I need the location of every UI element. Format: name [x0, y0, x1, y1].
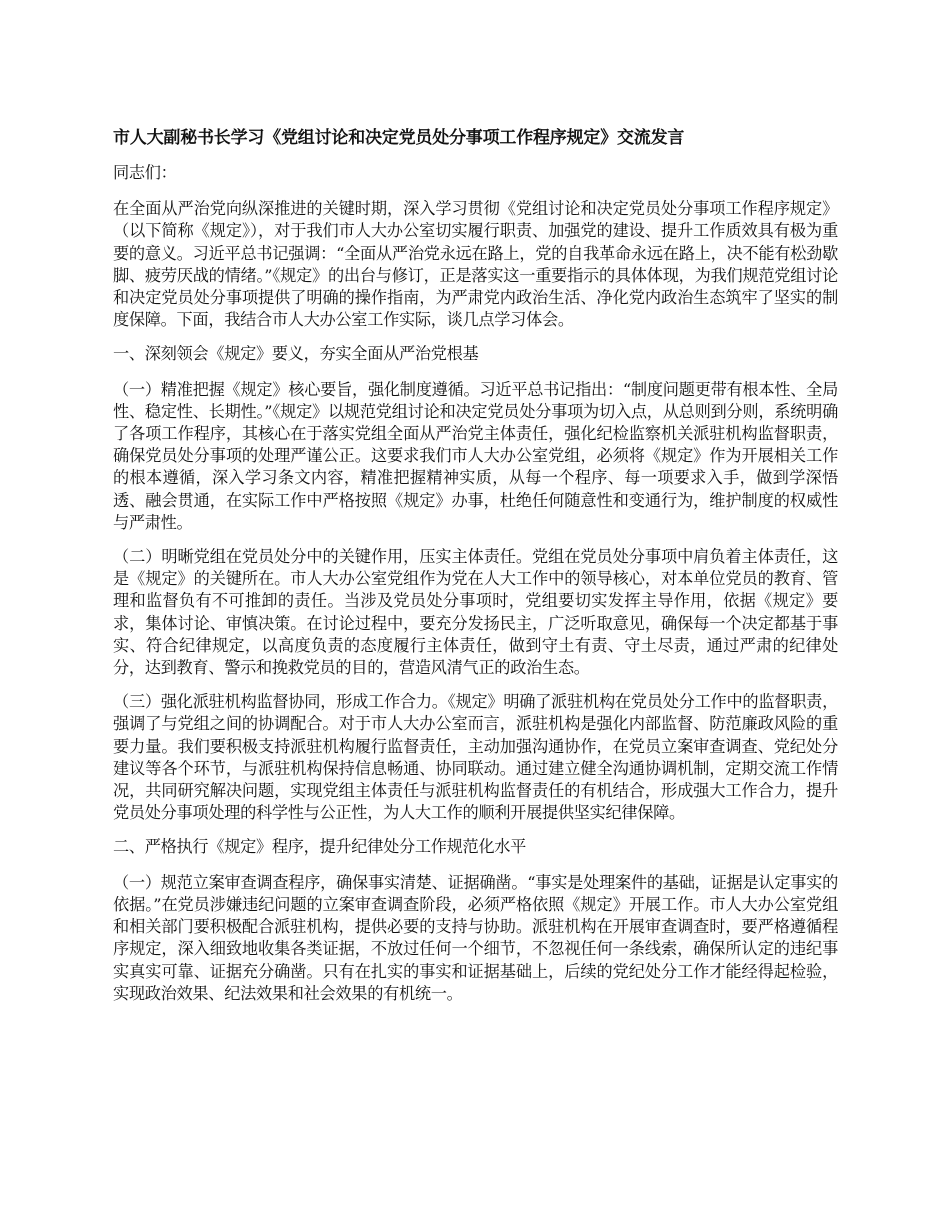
body-paragraph: （一）规范立案审查调查程序，确保事实清楚、证据确凿。“事实是处理案件的基础，证据是认定事实的依据。”在党员涉嫌违纪问题的立案审查调查阶段，必须严格依照《规定》开展工作。市人大办公室党组和相关部门要积极配合派驻机构，提供必要的支持与协助。派驻机构在开展审查调查时，要严格遵循程序规定，深入细致地收集各类证据，不放过任何一个细节，不忽视任何一条线索，确保所认定的违纪事实真实可靠、证据充分确凿。只有在扎实的事实和证据基础上，后续的党纪处分工作才能经得起检验，实现政治效果、纪法效果和社会效果的有机统一。 — [113, 872, 838, 1003]
section-heading: 一、深刻领会《规定》要义，夯实全面从严治党根基 — [113, 344, 479, 364]
section-1 — [113, 343, 838, 824]
document-title: 市人大副秘书长学习《党组讨论和决定党员处分事项工作程序规定》交流发言 — [113, 128, 685, 148]
intro-paragraph: 在全面从严治党向纵深推进的关键时期，深入学习贯彻《党组讨论和决定党员处分事项工作程序规定》（以下简称《规定》），对于我们市人大办公室切实履行职责、加强党的建设、提升工作质效具有极为重要的意义。习近平总书记强调：“全面从严治党永远在路上，党的自我革命永远在路上，决不能有松劲歇脚、疲劳厌战的情绪。”《规定》的出台与修订，正是落实这一重要指示的具体体现，为我们规范党组讨论和决定党员处分事项提供了明确的操作指南，为严肃党内政治生活、净化党内政治生态筑牢了坚实的制度保障。下面，我结合市人大办公室工作实际，谈几点学习体会。 — [113, 199, 838, 330]
section-heading: 二、严格执行《规定》程序，提升纪律处分工作规范化水平 — [113, 837, 527, 857]
salutation: 同志们： — [113, 163, 177, 182]
body-paragraph: （二）明晰党组在党员处分中的关键作用，压实主体责任。党组在党员处分事项中肩负着主体责任，这是《规定》的关键所在。市人大办公室党组作为党在人大工作中的领导核心，对本单位党员的教育、管理和监督负有不可推卸的责任。当涉及党员处分事项时，党组要切实发挥主导作用，依据《规定》要求，集体讨论、审慎决策。在讨论过程中，要充分发扬民主，广泛听取意见，确保每一个决定都基于事实、符合纪律规定，以高度负责的态度履行主体责任，做到守土有责、守土尽责，通过严肃的纪律处分，达到教育、警示和挽救党员的目的，营造风清气正的政治生态。 — [113, 547, 838, 678]
body-paragraph: （一）精准把握《规定》核心要旨，强化制度遵循。习近平总书记指出：“制度问题更带有根本性、全局性、稳定性、长期性。”《规定》以规范党组讨论和决定党员处分事项为切入点，从总则到分则，系统明确了各项工作程序，其核心在于落实党组全面从严治党主体责任，强化纪检监察机关派驻机构监督职责，确保党员处分事项的处理严谨公正。这要求我们市人大办公室党组，必须将《规定》作为开展相关工作的根本遵循，深入学习条文内容，精准把握精神实质，从每一个程序、每一项要求入手，做到学深悟透、融会贯通，在实际工作中严格按照《规定》办事，杜绝任何随意性和变通行为，维护制度的权威性与严肃性。 — [113, 379, 838, 532]
section-2 — [113, 836, 838, 1004]
document-page — [113, 126, 838, 1017]
body-paragraph: （三）强化派驻机构监督协同，形成工作合力。《规定》明确了派驻机构在党员处分工作中的监督职责，强调了与党组之间的协调配合。对于市人大办公室而言，派驻机构是强化内部监督、防范廉政风险的重要力量。我们要积极支持派驻机构履行监督责任，主动加强沟通协作，在党员立案审查调查、党纪处分建议等各个环节，与派驻机构保持信息畅通、协同联动。通过建立健全沟通协调机制，定期交流工作情况，共同研究解决问题，实现党组主体责任与派驻机构监督责任的有机结合，形成强大工作合力，提升党员处分事项处理的科学性与公正性，为人大工作的顺利开展提供坚实纪律保障。 — [113, 692, 838, 823]
